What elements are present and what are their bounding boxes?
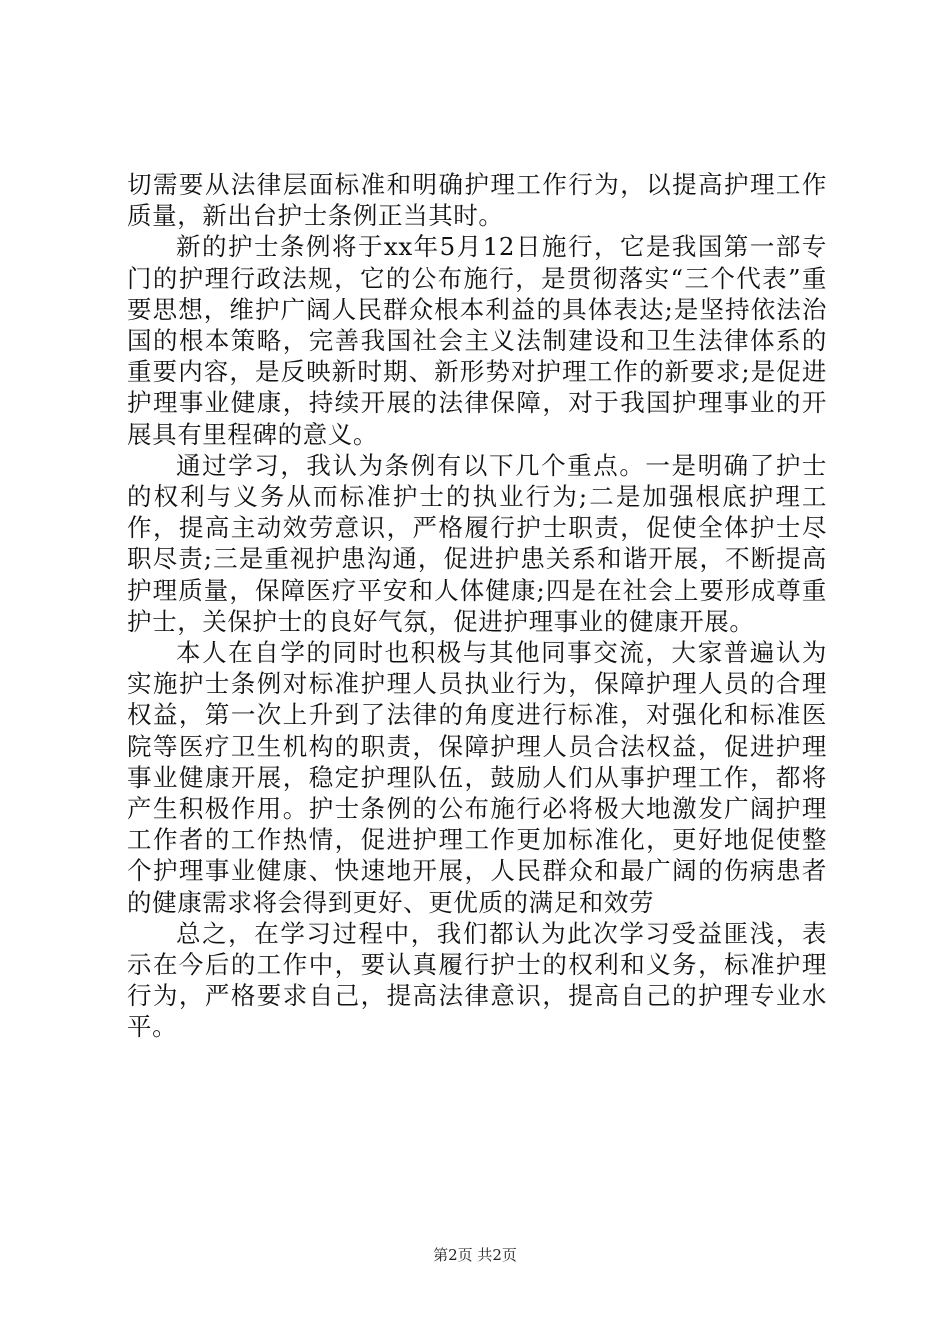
paragraph-conclusion: 总之，在学习过程中，我们都认为此次学习受益匪浅，表示在今后的工作中，要认真履行护士的权利和义务，标准护理行为，严格要求自己，提高法律意识，提高自己的护理专业水平。 [127, 918, 827, 1042]
document-body [127, 169, 827, 1043]
paragraph-colleague-exchange: 本人在自学的同时也积极与其他同事交流，大家普遍认为实施护士条例对标准护理人员执业行为，保障护理人员的合理权益，第一次上升到了法律的角度进行标准，对强化和标准医院等医疗卫生机构的职责，保障护理人员合法权益，促进护理事业健康开展，稳定护理队伍，鼓励人们从事护理工作，都将产生积极作用。护士条例的公布施行必将极大地激发广阔护理工作者的工作热情，促进护理工作更加标准化，更好地促使整个护理事业健康、快速地开展，人民群众和最广阔的伤病患者的健康需求将会得到更好、更优质的满足和效劳 [127, 638, 827, 917]
page-number-footer: 第2页 共2页 [433, 1246, 517, 1264]
paragraph-continuation: 切需要从法律层面标准和明确护理工作行为，以提高护理工作质量，新出台护士条例正当其时。 [127, 170, 827, 231]
paragraph-key-points: 通过学习，我认为条例有以下几个重点。一是明确了护士的权利与义务从而标准护士的执业行为;二是加强根底护理工作，提高主动效劳意识，严格履行护士职责，促使全体护士尽职尽责;三是重视护患沟通，促进护患关系和谐开展，不断提高护理质量，保障医疗平安和人体健康;四是在社会上要形成尊重护士，关保护士的良好气氛，促进护理事业的健康开展。 [127, 450, 827, 636]
paragraph-regulation-intro: 新的护士条例将于xx年5月12日施行，它是我国第一部专门的护理行政法规，它的公布施行，是贯彻落实“三个代表”重要思想，维护广阔人民群众根本利益的具体表达;是坚持依法治国的根本策略，完善我国社会主义法制建设和卫生法律体系的重要内容，是反映新时期、新形势对护理工作的新要求;是促进护理事业健康，持续开展的法律保障，对于我国护理事业的开展具有里程碑的意义。 [127, 232, 827, 449]
